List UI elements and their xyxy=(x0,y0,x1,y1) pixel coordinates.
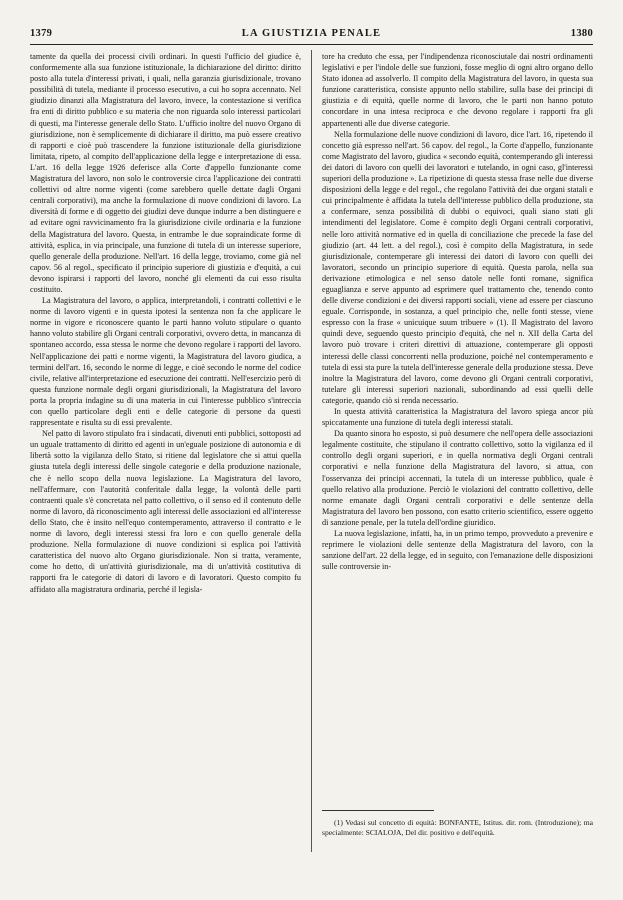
left-column xyxy=(30,51,301,595)
right-paragraph-1: tore ha creduto che essa, per l'indipendenza riconosciutale dai nostri ordinamenti legislativi e per l'indole delle sue funzioni, fosse meglio di ogni altro organo dello Stato idonea ad assolverlo. Il compito della Magistratura del lavoro, in questa sua funzione caratteristica, consiste appunto nello stabilire, sulla base dei principi di giustizia e di equità, quelle norme di lavoro, che le parti non hanno potuto concordare in una intesa reciproca e che devono regolare i rapporti fra gli appartenenti alle due diverse categorie. xyxy=(322,52,593,128)
right-column xyxy=(322,51,593,572)
right-paragraph-5: La nuova legislazione, infatti, ha, in un primo tempo, provveduto a prevenire e reprimere le violazioni delle sentenze della Magistratura del lavoro, con la sanzione dell'art. 22 della legge, ed in seguito, con l'emanazione delle disposizioni sulle controversie in- xyxy=(322,529,593,572)
journal-title: LA GIUSTIZIA PENALE xyxy=(241,28,382,39)
footnote-text: (1) Vedasi sul concetto di equità: BONFANTE, Istitus. dir. rom. (Introduzione); ma specialmente: SCIALOJA, Del dir. positivo e dell'equità. xyxy=(322,818,593,838)
page-number-right: 1380 xyxy=(570,28,593,39)
footnote xyxy=(322,818,593,838)
running-header xyxy=(30,28,593,42)
right-paragraph-2: Nella formulazione delle nuove condizioni di lavoro, dice l'art. 16, ripetendo il concetto già espresso nell'art. 56 capov. del regol., la Corte d'appello, funzionante come Magistrato del lavoro, giudica « secondo equità, contemperando gli interessi dei datori di lavoro con quelli dei lavoratori e tutelando, in ogni caso, gl'interessi superiori della produzione ». La ripetizione di questa stessa frase nelle due diverse disposizioni della legge e del regol., che regolano l'attività dei due organi statali e cui principalmente è affidata la tutela dell'interesse pubblico della produzione, sta a confermare, senza possibilità di dubbi o equivoci, quali siano stati gli intendimenti del legislatore. Come è compito degli Organi centrali corporativi, nelle loro attività normative ed in quella di conciliazione che precede la fase del giudizio (art. 44 lett. a del regol.), così è compito della Magistratura, in sede giurisdizionale, contemperare gli interessi dei datori di lavoro con quelli dei lavoratori, secondo un principio superiore di equità. Questa parola, nella sua derivazione etimologica e nel senso datole nelle fonti romane, significa eguaglianza e serve appunto ad esprimere quel trattamento che, tenendo conto delle diverse condizioni e dei diversi rapporti sociali, viene ad essere per ciascuno eguale. Corrisponde, in sostanza, a quel principio che, nelle fonti stesse, viene espresso con la frase « unicuique suum tribuere » (1). Il Magistrato del lavoro quindi deve, seguendo questo principio d'equità, che nel n. XII della Carta del lavoro può trovare i criteri direttivi di attuazione, contemperare gli opposti interessi delle classi concorrenti nella produzione, poiché nel contemperamento e tutela di essi sta pure la tutela dell'interesse generale della produzione stessa. Deve inoltre la Magistratura del lavoro, come devono gli Organi centrali corporativi, tutelare gli interessi superiori nazionali, subordinando ad essi quelli delle categorie, quando ciò si renda necessario. xyxy=(322,129,593,405)
column-divider xyxy=(311,50,312,852)
right-paragraph-4: Da quanto sinora ho esposto, si può desumere che nell'opera delle associazioni legalmente costituite, che stipulano il contratto collettivo, sotto la vigilanza ed il controllo degli organi superiori, e in quella normativa degli Organi centrali corporativi e nella funzione della Magistratura del lavoro, si attua, con l'osservanza dei principi accennati, la tutela di un interesse pubblico, quale è quello relativo alla produzione. Perciò le violazioni del contratto collettivo, delle norme emanate dagli Organi centrali corporativi e delle sentenze della Magistratura del lavoro ben possono, con esatto criterio scientifico, essere oggetto di sanzione penale, per la tutela dell'ordine giuridico. xyxy=(322,429,593,527)
left-paragraph-1: tamente da quella dei processi civili ordinari. In questi l'ufficio del giudice è, conformemente alla sua funzione istituzionale, la dichiarazione del diritto: diritto posto alla tutela d'interessi privati, i quali, nella garanzia giurisdizionale, trovano possibilità di tutela, mediante il processo esecutivo, a cui ho sopra accennato. Nel giudizio dinanzi alla Magistratura del lavoro, invece, la contestazione si verifica fra enti di diritto pubblico e su materia che non riguarda solo interessi particolari di questi, ma l'interesse generale dello Stato. L'ufficio inoltre del nuovo Organo di giurisdizione, non è semplicemente di dichiarare il diritto, ma può essere creativo di rapporti e cioè può trascendere la funzione istituzionale della giurisdizione limitata, ripeto, al compito dell'applicazione della legge e interpretazione di essa. L'art. 16 della legge 1926 deferisce alla Corte d'appello funzionante come Magistratura del lavoro, non solo le controversie circa l'applicazione dei contratti collettivi od altre norme vigenti (come sarebbero quelle dettate dagli Organi centrali corporativi), ma anche la formulazione di nuove condizioni di lavoro. La diversità di forme e di oggetto dei giudizi deve dunque indurre a ben distinguere e ad evitare ogni ravvicinamento fra la giurisdizione civile ordinaria e la funzione della Magistratura del lavoro. Questa, in entrambe le due sopraindicate forme di attività, esplica, in via principale, una funzione di tutela di un interesse superiore, quello generale della produzione. Nell'art. 16 della legge, troviamo, come già nel capov. 56 al regol., specificato il principio superiore di giustizia e d'equità, a cui devono ispirarsi i rapporti del lavoro, nonché gli elementi da cui esso risulta costituito. xyxy=(30,52,301,294)
right-paragraph-3: In questa attività caratteristica la Magistratura del lavoro spiega ancor più spiccatamente una funzione di tutela degli interessi statali. xyxy=(322,407,593,428)
left-paragraph-2: La Magistratura del lavoro, o applica, interpretandoli, i contratti collettivi e le norme di lavoro vigenti e in questa ipotesi la sentenza non fa che applicare le norme in vigore e riconoscere quanto le parti hanno voluto stipulare o quanto hanno voluto stabilire gli Organi centrali corporativi, ovvero detta, in mancanza di spontaneo accordo, essa stessa le norme che devono regolare i rapporti del lavoro. Nell'applicazione dei patti e norme vigenti, la Magistratura del lavoro giudica, a termini dell'art. 16, secondo le norme di legge, e cioè secondo le norme del codice civile, relative all'interpretazione ed esecuzione dei contratti. Nell'esercizio però di questa funzione normale degli organi giurisdizionali, la Magistratura del lavoro porta la propria indagine su di una materia in cui l'interesse pubblico s'intreccia con quello particolare degli enti e delle categorie di persone da questi rappresentate e risulta su di essi prevalente. xyxy=(30,296,301,428)
page-number-left: 1379 xyxy=(30,28,53,39)
footnote-rule xyxy=(322,810,434,811)
header-rule xyxy=(30,44,593,45)
left-paragraph-3: Nel patto di lavoro stipulato fra i sindacati, divenuti enti pubblici, sottoposti ad un uguale trattamento di diritto ed agenti in un'eguale posizione di autonomia e di libertà sotto la vigilanza dello Stato, si ritiene dal legislatore che si attui quella giusta tutela degli interessi delle singole categorie e della produzione nazionale, che è nello scopo della nuova legislazione. La Magistratura del lavoro, nell'affermare, con l'autorità conferitale dalla legge, la volontà delle parti contraenti quale s'è concretata nel patto collettivo, o il senso ed il contenuto delle norme di lavoro, dà riconoscimento agli interessi delle associazioni ed all'interesse dello Stato, che è insito nell'equo contemperamento, attraverso il contratto e le norme di lavoro, degli interessi stessi fra loro e con quello generale della produzione. Nella formulazione di nuove condizioni si esplica poi l'attività caratteristica del nuovo alto Organo giurisdizionale. Non si tratta, veramente, come ho detto, di un'attività giurisdizionale, ma di un'attività costitutiva di rapporti fra le categorie di datori di lavoro e di lavoratori. Questo compito fu affidato alla magistratura ordinaria, perché il legisla- xyxy=(30,429,301,594)
